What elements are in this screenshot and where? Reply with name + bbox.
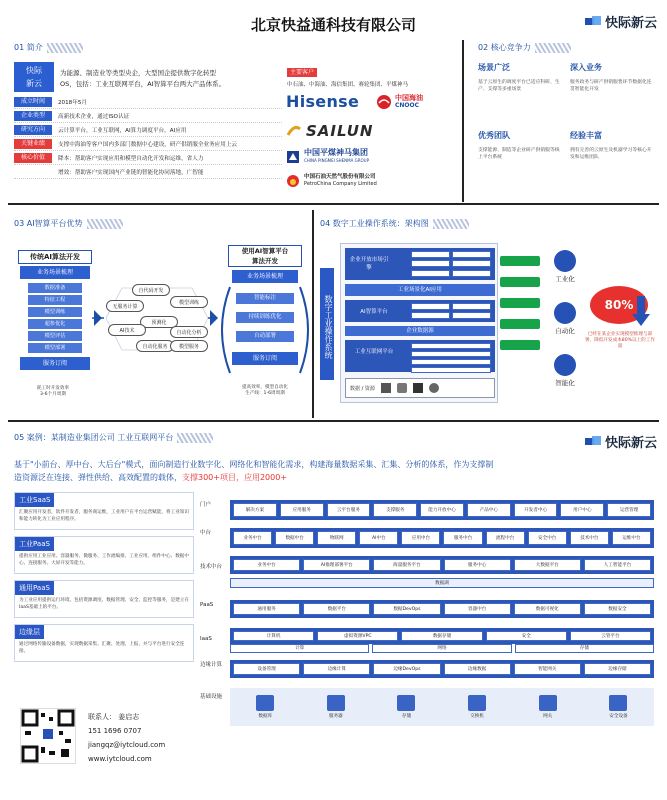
datalake-cell[interactable]: 数据湖 — [230, 578, 654, 588]
traditional-step: 数据准备 — [28, 283, 82, 293]
layer-cell[interactable]: 业务中台 — [233, 531, 272, 545]
fact-row — [14, 151, 282, 165]
layer-cell[interactable]: 计算机 — [233, 631, 314, 641]
section-03-title: 03 AI智算平台优势 — [14, 219, 83, 228]
layer-label: 门户 — [200, 502, 212, 508]
arch-bottom-label: 数据 / 资源 — [350, 385, 375, 392]
layer-cell[interactable]: 运维中台 — [612, 531, 651, 545]
section-stripe — [87, 219, 123, 229]
layer-cell[interactable]: 应用中台 — [401, 531, 440, 545]
traditional-head-step: 业务场景梳理 — [20, 266, 90, 279]
layer-cell[interactable]: 边缘存储 — [584, 663, 651, 675]
side-panel-title: 通用PaaS — [15, 581, 54, 595]
factory-icon — [554, 250, 576, 272]
layer-cell[interactable]: 海量服务平台 — [373, 559, 440, 571]
section-stripe — [433, 219, 469, 229]
storage-icon — [397, 695, 415, 711]
layer-band — [230, 660, 654, 678]
ai-flow-nodes — [92, 268, 222, 388]
infra-label: 安全设备 — [609, 714, 628, 719]
switch-icon — [468, 695, 486, 711]
ai-platform-steps — [232, 270, 298, 365]
competency-item — [570, 130, 656, 161]
arch-block-ai-platform: AI智算平台 — [360, 309, 388, 315]
layer-cell[interactable]: 支撑服务 — [373, 503, 417, 517]
case-desc-line2: 造资源泛在连接、弹性供给、高效配置的载体， — [14, 473, 182, 482]
contact-name: 联系人： 姜启志 — [88, 713, 140, 721]
flow-node: AI技术 — [108, 324, 146, 336]
infra-row — [230, 688, 654, 726]
traditional-note — [22, 386, 84, 398]
gear-icon — [554, 302, 576, 324]
arch-block-datasource: 企业数据源 — [345, 326, 495, 336]
flow-node: 预测化 — [140, 316, 178, 328]
layer-band — [230, 500, 654, 520]
arch-green-tags — [500, 256, 540, 350]
brain-icon — [554, 354, 576, 376]
outcome-label: 自动化 — [555, 327, 575, 335]
brand-name: 快际新云 — [604, 436, 657, 451]
fact-row — [14, 109, 282, 123]
layer-label: IaaS — [200, 636, 212, 642]
infra-item — [468, 695, 486, 719]
layer-cell[interactable]: 数据安全 — [584, 603, 651, 615]
badge-line1: 快际 — [26, 66, 42, 75]
competency-text: 拥有完善的云原生及机器学习等核心开发和运维团队 — [570, 148, 652, 160]
page-title: 北京快益通科技有限公司 — [250, 16, 416, 34]
brand-logo — [584, 12, 657, 31]
fact-value: 2018年5月 — [58, 99, 87, 106]
security-icon — [609, 695, 627, 711]
layer-cell[interactable]: 用户中心 — [560, 503, 604, 517]
sailun-logo — [286, 122, 373, 140]
sailun-name: SAILUN — [306, 122, 374, 140]
layer-band — [230, 528, 654, 548]
cnpc-logo — [286, 174, 377, 188]
ai-step: 自动部署 — [236, 331, 294, 342]
server-icon — [327, 695, 345, 711]
layer-cell[interactable]: 设备管理 — [233, 663, 300, 675]
bracket-icon — [298, 285, 318, 375]
traditional-note1: 耗工时开发效率 — [36, 386, 70, 391]
flow-node: 无服务计算 — [106, 300, 144, 312]
competency-text: 服务政务与研产供销服售环节数据化连贯智能化开发 — [570, 80, 652, 92]
sailun-icon — [286, 123, 302, 139]
bracket-icon — [212, 285, 232, 375]
competency-title: 经验丰富 — [570, 131, 602, 140]
layer-band — [230, 600, 654, 618]
layer-cell[interactable]: 业务中台 — [233, 559, 300, 571]
layer-cell[interactable]: 云管平台 — [570, 631, 651, 641]
side-panel-text: 提供应用工业应用、容器服务、微服务、工作流编排、工业应用、组件中心、数据中心、连接服务、大屏开发等能力。 — [19, 554, 189, 566]
pmsm-logo — [286, 149, 369, 165]
flow-node: 自代码开发 — [132, 284, 170, 296]
ai-note1: 提高效率，模型自动化 — [242, 385, 288, 390]
competency-grid — [478, 62, 658, 197]
divider-horizontal — [8, 420, 659, 422]
layer-cell[interactable]: 解决方案 — [233, 503, 277, 517]
flow-node: 自动化服务 — [136, 340, 174, 352]
competency-title: 优秀团队 — [478, 131, 510, 140]
fact-value: 云计算平台，工业互联网，AI算力调度平台，AI应用 — [58, 127, 187, 134]
contact-info — [88, 710, 165, 766]
cnooc-logo — [376, 94, 423, 110]
outcome-label: 智能化 — [555, 379, 575, 387]
fact-label: 核心价值 — [14, 153, 52, 163]
arch-market-cells — [411, 251, 491, 277]
iaas-sub-cell[interactable]: 存储 — [515, 644, 654, 653]
layer-cell[interactable]: 数据中台 — [275, 531, 314, 545]
infra-item — [539, 695, 557, 719]
layer-cell[interactable]: 服务中心 — [444, 559, 511, 571]
intro-line1: 为能源、制造业等类型央企，大型国企提供数字化转型 — [60, 69, 216, 77]
fact-row — [14, 95, 282, 109]
percent-badge: 80% — [590, 286, 648, 324]
pmsm-icon — [286, 150, 300, 164]
infra-label: 网关 — [543, 714, 553, 719]
layer-cell[interactable]: 应用服务 — [280, 503, 324, 517]
hisense-logo: Hisense — [286, 92, 360, 111]
layer-cell[interactable]: AI中台 — [359, 531, 398, 545]
down-arrow-icon — [632, 296, 650, 326]
case-architecture — [200, 496, 656, 728]
badge-line2: 新云 — [26, 79, 42, 88]
layer-cell[interactable]: AI推理部署平台 — [303, 559, 370, 571]
side-panel — [14, 580, 194, 618]
arch-data-resources — [345, 378, 495, 398]
ai-platform-title — [228, 245, 302, 267]
traditional-step: 超参优化 — [28, 319, 82, 329]
customers-tag-label: 主要客户 — [287, 68, 317, 77]
layer-label: 技术中台 — [200, 564, 223, 570]
section-04-title: 04 数字工业操作系统：架构图 — [320, 219, 429, 228]
iaas-sub-cell[interactable]: 计算 — [230, 644, 369, 653]
case-desc-line1: 基于"小前台、厚中台、大后台"模式，面向制造行业数字化、网络化和智能化需求，构建海量数据采集、汇集、分析的体系，作为支撑制 — [14, 460, 494, 469]
traditional-steps — [20, 266, 90, 370]
infra-label: 服务器 — [328, 714, 343, 719]
layer-cell[interactable]: 技术中台 — [570, 531, 609, 545]
layer-cell[interactable]: 人工智能平台 — [584, 559, 651, 571]
side-panel-title: 边缘层 — [15, 625, 44, 639]
customers-tag — [287, 67, 317, 76]
cnooc-icon — [376, 94, 392, 110]
brand-name: 快际新云 — [604, 16, 657, 31]
section-05-heading — [14, 432, 213, 443]
divider-horizontal — [8, 203, 659, 205]
architecture-diagram — [340, 243, 498, 403]
layer-cell[interactable]: 产品中心 — [467, 503, 511, 517]
qr-code-icon — [21, 709, 75, 763]
side-panel-text: 通过网络传输设备数据，实现数据采集、汇聚、处理、上报，并与平台进行安全连接。 — [19, 642, 185, 654]
ai-step: 持续训练优化 — [236, 312, 294, 323]
fact-row — [14, 123, 282, 137]
storage-icon — [397, 383, 407, 393]
gateway-icon — [539, 695, 557, 711]
company-badge — [14, 62, 54, 92]
competency-item — [478, 62, 564, 93]
infra-item — [256, 695, 274, 719]
competency-title: 深入业务 — [570, 63, 602, 72]
section-01-title: 01 简介 — [14, 43, 43, 52]
section-stripe — [47, 43, 83, 53]
traditional-step: 模型部署 — [28, 343, 82, 353]
os-vertical-label: 数字工业操作系统 — [320, 268, 334, 380]
brand-logo-s05 — [584, 432, 657, 451]
layer-cell[interactable]: 安全中台 — [528, 531, 567, 545]
fact-row — [14, 137, 282, 151]
flow-node: 自动化分析 — [170, 326, 208, 338]
fact-value: 高新技术企业，通过ISO认证 — [58, 113, 130, 120]
layer-cell[interactable]: 服务中台 — [443, 531, 482, 545]
percent-note: 已经在某企业实现模型推理与部署，降低开发成本80%以上的工作量 — [585, 332, 655, 349]
layer-cell[interactable]: 能力开放中心 — [420, 503, 464, 517]
layer-cell[interactable]: 边缘数据 — [444, 663, 511, 675]
competency-item — [570, 62, 656, 93]
layer-cell[interactable]: 安全 — [486, 631, 567, 641]
company-facts — [14, 95, 282, 179]
outcome-label: 工业化 — [555, 275, 575, 283]
database-icon — [256, 695, 274, 711]
arch-ai-cells — [411, 303, 491, 319]
cnpc-icon — [286, 174, 300, 188]
infra-label: 数据库 — [258, 714, 273, 719]
cnooc-name: 中国海油 — [395, 94, 423, 102]
layer-cell[interactable]: 智能网关 — [514, 663, 581, 675]
side-panel-text: 为工业应用提供运行环境，包括资源调度、数据管理、安全、监控等服务，是建立在IaaS基础上的平台。 — [19, 598, 189, 610]
infra-label: 交换机 — [470, 714, 484, 719]
side-panel-text: 汇聚应用开发者，软件开发者，服务商运维，工业用户在平台运营赋能，将工业知识和能力转化为工业应用程序。 — [19, 510, 189, 522]
section-01-heading — [14, 42, 83, 53]
qr-code[interactable] — [20, 708, 76, 764]
competency-title: 场景广泛 — [478, 63, 510, 72]
intro-line2: OS，包括：工业互联网平台，AI智算平台两大产品体系。 — [60, 80, 226, 88]
infra-item — [397, 695, 415, 719]
case-description — [14, 458, 654, 484]
layer-cell[interactable]: 边缘DevOps — [373, 663, 440, 675]
outcome-item — [545, 250, 585, 283]
arch-block-ai-apps: 工业场景化AI应用 — [345, 284, 495, 296]
case-desc-highlight: 支撑300+项目，应用2000+ — [182, 473, 288, 482]
ai-title1: 使用AI智算平台 — [241, 247, 289, 255]
traditional-bottom-step: 服务订阅 — [20, 357, 90, 370]
iaas-sub-cell[interactable]: 网络 — [372, 644, 511, 653]
traditional-step: 特征工程 — [28, 295, 82, 305]
outcome-item — [545, 302, 585, 335]
layer-cell[interactable]: 数据存储 — [401, 631, 482, 641]
layer-band — [230, 556, 654, 574]
fact-label: 关键业绩 — [14, 139, 52, 149]
layer-cell[interactable]: 流程中台 — [486, 531, 525, 545]
traditional-note2: 3-6个月周期 — [40, 392, 66, 397]
side-panel — [14, 492, 194, 530]
arch-block-market: 企业开放市场引擎 — [349, 257, 389, 271]
infra-item — [327, 695, 345, 719]
section-03-heading — [14, 218, 123, 229]
contact-website[interactable]: www.iytcloud.com — [88, 755, 152, 763]
ai-note2: 生产线：1-6周周期 — [245, 391, 285, 396]
layer-band — [230, 628, 654, 644]
layer-cell[interactable]: 物联网 — [317, 531, 356, 545]
brand-mark-icon — [584, 15, 602, 28]
flow-node: 模型服务 — [170, 340, 208, 352]
traditional-title: 传统AI算法开发 — [18, 250, 92, 264]
layer-label: 基础设施 — [200, 694, 223, 700]
infra-label: 存储 — [401, 714, 412, 719]
competency-text: 基于云原生的调度平台已适应科研、生产、支撑等多重场景 — [478, 80, 560, 92]
layer-cell[interactable]: 虚拟资源VPC — [317, 631, 398, 641]
side-panel-title: 工业SaaS — [15, 493, 54, 507]
fact-label: 企业类型 — [14, 111, 52, 121]
section-02-title: 02 核心竞争力 — [478, 43, 531, 52]
infra-item — [609, 695, 627, 719]
section-05-title: 05 案例：某制造业集团公司 工业互联网平台 — [14, 433, 174, 442]
layer-cell[interactable]: 大数据平台 — [514, 559, 581, 571]
section-04-heading — [320, 218, 469, 229]
fact-value: 降本：帮助客户实现应用和模型自动化开发和运维，省人力 — [58, 155, 204, 162]
fact-row — [14, 165, 282, 179]
fact-value: 增效：帮助客户实现国内产业链的智能化协同落地，广智能 — [58, 169, 204, 176]
arch-iiot-cells — [411, 343, 491, 373]
layer-label: PaaS — [200, 602, 214, 608]
iaas-subrow — [230, 644, 654, 653]
pmsm-sub: CHINA PINGMEI SHENMA GROUP — [304, 158, 369, 163]
arch-outcomes — [545, 244, 575, 394]
contact-phone[interactable]: 151 1696 0707 — [88, 727, 142, 735]
competency-text: 支撑能源、制造等企业研产供销服等线上平台系统 — [478, 148, 560, 160]
case-side-panels — [14, 492, 194, 668]
divider-vertical — [312, 210, 314, 418]
ai-platform-note — [228, 385, 302, 397]
flow-node: 模型训练 — [170, 296, 208, 308]
customers-line: 中石油、中海油、海信集团、赛轮集团、平煤神马 — [287, 82, 409, 88]
layer-cell[interactable]: 容器中台 — [444, 603, 511, 615]
layer-cell[interactable]: 云平台服务 — [327, 503, 371, 517]
arch-block-iiot: 工业互联网平台 — [354, 349, 394, 355]
fact-label: 研究方向 — [14, 125, 52, 135]
section-stripe — [535, 43, 571, 53]
ai-head-step: 业务场景梳理 — [232, 270, 298, 283]
server-icon — [381, 383, 391, 393]
ai-title2: 算法开发 — [252, 257, 278, 265]
layer-cell[interactable]: 数据平台 — [303, 603, 370, 615]
camera-icon — [429, 383, 439, 393]
layer-cell[interactable]: 运营管理 — [607, 503, 651, 517]
ai-bottom-step: 服务订阅 — [232, 352, 298, 365]
layer-label: 中台 — [200, 530, 212, 536]
side-panel-title: 工业PaaS — [15, 537, 54, 551]
fact-label: 成立时间 — [14, 97, 52, 107]
layer-cell[interactable]: 数据DevOps — [373, 603, 440, 615]
layer-cell[interactable]: 数据可视化 — [514, 603, 581, 615]
layer-cell[interactable]: 通用服务 — [233, 603, 300, 615]
cnooc-sub: CNOOC — [395, 102, 420, 109]
traditional-step: 模型训练 — [28, 307, 82, 317]
cnpc-name: 中国石油天然气股份有限公司 — [304, 174, 376, 180]
section-stripe — [177, 433, 213, 443]
company-intro — [60, 68, 275, 90]
traditional-step: 模型评估 — [28, 331, 82, 341]
competency-item — [478, 130, 564, 161]
fact-value: 支撑中海油等客户国内多部门数据中心建设，研产供销服全业务应用上云 — [58, 141, 238, 148]
brand-mark-icon — [584, 435, 602, 448]
device-icon — [413, 383, 423, 393]
layer-cell[interactable]: 开发者中心 — [514, 503, 558, 517]
side-panel — [14, 624, 194, 662]
ai-step: 智能标注 — [236, 293, 294, 304]
cnpc-sub: PetroChina Company Limited — [304, 181, 377, 187]
layer-cell[interactable]: 边缘计算 — [303, 663, 370, 675]
contact-email[interactable]: jiangqz@iytcloud.com — [88, 741, 166, 749]
side-panel — [14, 536, 194, 574]
section-02-heading — [478, 42, 571, 53]
layer-label: 边缘计算 — [200, 662, 223, 668]
pmsm-name: 中国平煤神马集团 — [304, 148, 368, 157]
outcome-item — [545, 354, 585, 387]
divider-vertical — [462, 40, 464, 202]
